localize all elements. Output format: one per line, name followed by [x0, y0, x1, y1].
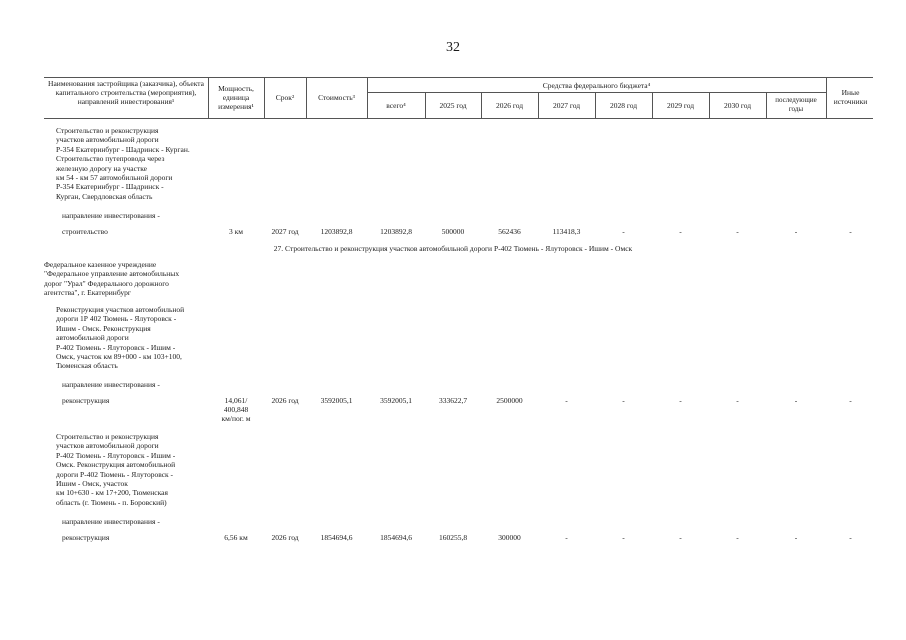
object-name-r402-km89: Реконструкция участков автомобильной дороги 1Р 402 Тюмень - Ялуторовск - Ишим - Омск. Реконструкция автомобильной дороги Р-402 Тюмень - Ялуторовск - Ишим - Омск, участок км 89+000 - км 103+100, Тюменская область — [56, 305, 185, 371]
row-cost: 1854694,6 — [320, 533, 353, 542]
row-other: - — [849, 533, 852, 542]
row-2029: - — [679, 396, 682, 405]
customer-name: Федеральное казенное учреждение "Федеральное управление автомобильных дорог "Урал" Федерального дорожного агентства", г. Екатеринбург — [44, 260, 180, 298]
row-2028: - — [622, 396, 625, 405]
row-2027: - — [565, 396, 568, 405]
row-2026: 562436 — [498, 227, 521, 236]
section-title: 27. Строительство и реконструкция участков автомобильной дороги Р-402 Тюмень - Ялуторовск - Ишим - Омск — [273, 244, 633, 253]
row-capacity: 14,061/ 400,848 км/пог. м — [221, 396, 251, 423]
row-name: реконструкция — [62, 533, 110, 542]
row-total: 3592005,1 — [380, 396, 412, 405]
row-total: 1854694,6 — [380, 533, 412, 542]
row-2029: - — [679, 227, 682, 236]
row-later: - — [794, 396, 798, 405]
object-name-r354: Строительство и реконструкция участков автомобильной дороги Р-354 Екатеринбург - Шадринск - Курган. Строительство путепровода через железную дорогу на участке км 54 - км 57 автомобильной дороги Р-354 Екатеринбург - Шадринск - Курган, Свердловская область — [56, 126, 190, 201]
row-later: - — [794, 227, 798, 236]
row-2029: - — [679, 533, 682, 542]
header-later-years: последующие годы — [775, 96, 817, 113]
direction-label: направление инвестирования - — [62, 380, 160, 389]
row-2027: - — [565, 533, 568, 542]
row-2030: - — [736, 227, 739, 236]
row-term: 2026 год — [271, 396, 299, 405]
header-name-column: Наименования застройщика (заказчика), объекта капитального строительства (мероприятия), направлений инвестирования¹ — [48, 79, 204, 106]
row-other: - — [849, 396, 852, 405]
header-other-sources: Иные источники — [833, 88, 868, 106]
row-2030: - — [736, 533, 739, 542]
header-2026: 2026 год — [495, 101, 524, 110]
row-other: - — [849, 227, 852, 236]
row-2028: - — [622, 533, 625, 542]
header-2028: 2028 год — [609, 101, 638, 110]
object-name-r402-km10: Строительство и реконструкция участков автомобильной дороги Р-402 Тюмень - Ялуторовск - Ишим - Омск. Реконструкция автомобильной дороги Р-402 Тюмень - Ялуторовск - Ишим - Омск, участок км 10+630 - км 17+200, Тюменская область (г. Тюмень - п. Боровский) — [56, 432, 176, 507]
header-cost-column: Стоимость³ — [318, 93, 355, 102]
row-name: строительство — [62, 227, 108, 236]
row-2027: 113418,3 — [552, 227, 581, 236]
row-2026: 300000 — [498, 533, 521, 542]
row-name: реконструкция — [62, 396, 110, 405]
row-later: - — [794, 533, 798, 542]
row-2025: 500000 — [441, 227, 465, 236]
row-cost: 3592005,1 — [320, 396, 353, 405]
row-total: 1203892,8 — [380, 227, 412, 236]
direction-label: направление инвестирования - — [62, 517, 160, 526]
header-term-column: Срок² — [275, 93, 295, 102]
row-2025: 160255,8 — [438, 533, 468, 542]
row-2030: - — [736, 396, 739, 405]
header-2025: 2025 год — [439, 101, 467, 110]
header-2030: 2030 год — [723, 101, 752, 110]
header-federal-budget: Средства федерального бюджета⁴ — [542, 81, 651, 90]
header-capacity-column: Мощность, единица измерения¹ — [218, 84, 254, 111]
header-total: всего⁴ — [386, 101, 406, 110]
direction-label: направление инвестирования - — [62, 211, 160, 220]
row-cost: 1203892,8 — [320, 227, 353, 236]
header-2027: 2027 год — [552, 101, 581, 110]
row-capacity: 6,56 км — [224, 533, 248, 542]
page-number: 32 — [446, 40, 460, 55]
row-2028: - — [622, 227, 625, 236]
row-term: 2026 год — [271, 533, 299, 542]
row-2025: 333622,7 — [438, 396, 468, 405]
header-2029: 2029 год — [666, 101, 695, 110]
row-capacity: 3 км — [228, 227, 243, 236]
row-2026: 2500000 — [496, 396, 523, 405]
row-term: 2027 год — [271, 227, 299, 236]
